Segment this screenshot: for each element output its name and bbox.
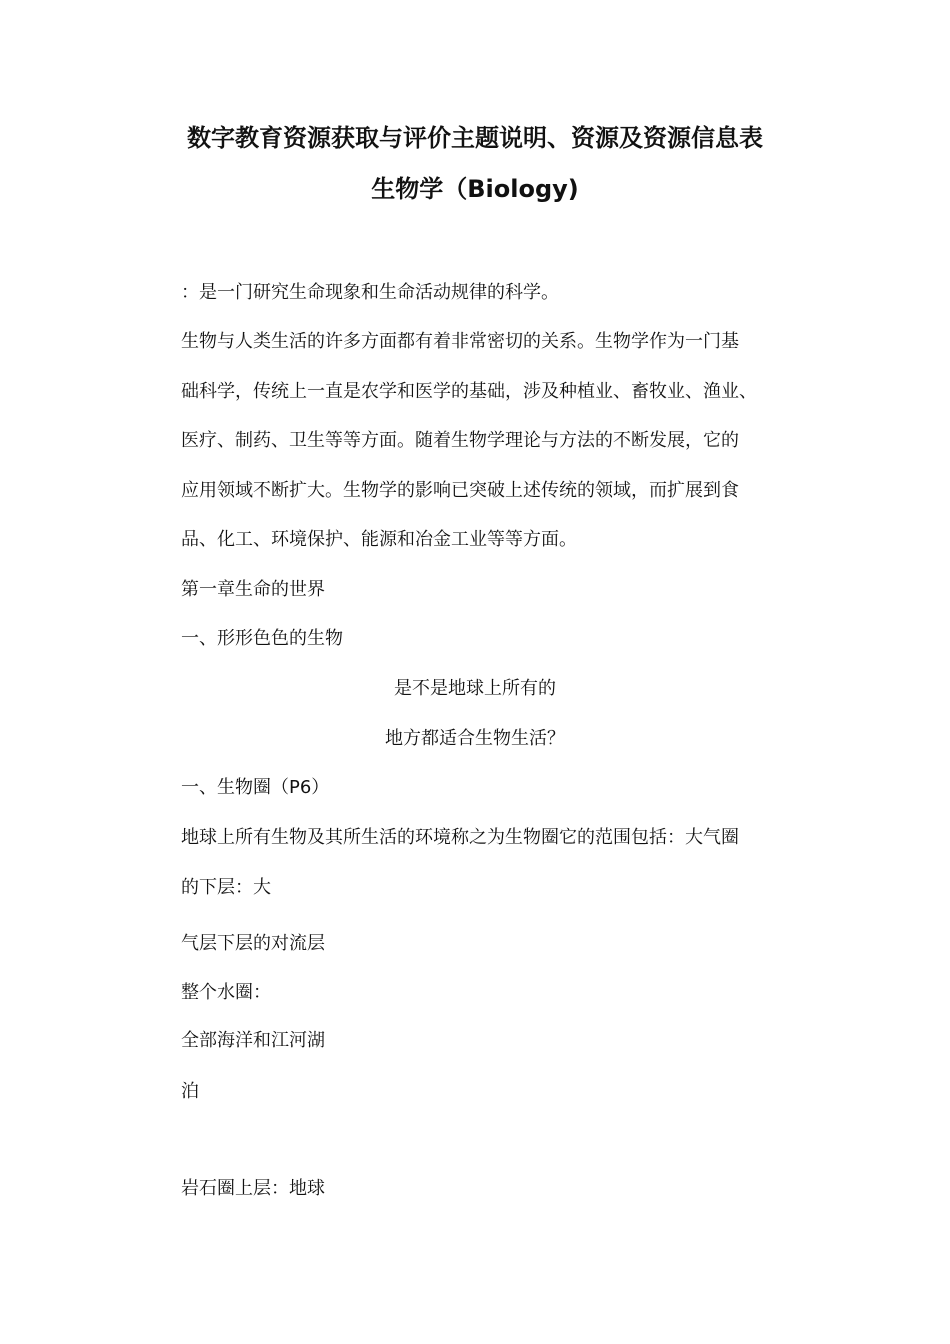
- paragraph-line: 品、化工、环境保护、能源和冶金工业等等方面。: [181, 529, 577, 550]
- paragraph-line: 应用领域不断扩大。生物学的影响已突破上述传统的领域，而扩展到食: [181, 480, 739, 501]
- biosphere-line: 整个水圈：: [181, 982, 271, 1003]
- biosphere-line: 的下层：大: [181, 877, 271, 898]
- biosphere-line: 地球上所有生物及其所生活的环境称之为生物圈它的范围包括：大气圈: [181, 827, 739, 848]
- definition-text: ：是一门研究生命现象和生命活动规律的科学。: [181, 282, 559, 303]
- chapter-heading: 第一章生命的世界: [181, 579, 325, 600]
- biosphere-line: 泊: [181, 1081, 199, 1102]
- biosphere-line: 全部海洋和江河湖: [181, 1030, 325, 1051]
- subsection-heading: 一、生物圈（P6）: [181, 777, 330, 798]
- section-heading: 一、形形色色的生物: [181, 628, 343, 649]
- question-line: 地方都适合生物生活？: [385, 728, 565, 749]
- paragraph-line: 础科学，传统上一直是农学和医学的基础，涉及种植业、畜牧业、渔业、: [181, 381, 757, 402]
- question-line: 是不是地球上所有的: [394, 678, 556, 699]
- paragraph-line: 医疗、制药、卫生等等方面。随着生物学理论与方法的不断发展，它的: [181, 430, 739, 451]
- document-title: 数字教育资源获取与评价主题说明、资源及资源信息表: [187, 124, 763, 152]
- document-subtitle: 生物学（Biology): [371, 175, 579, 203]
- biosphere-line: 气层下层的对流层: [181, 933, 325, 954]
- biosphere-line: 岩石圈上层：地球: [181, 1178, 325, 1199]
- paragraph-line: 生物与人类生活的许多方面都有着非常密切的关系。生物学作为一门基: [181, 331, 739, 352]
